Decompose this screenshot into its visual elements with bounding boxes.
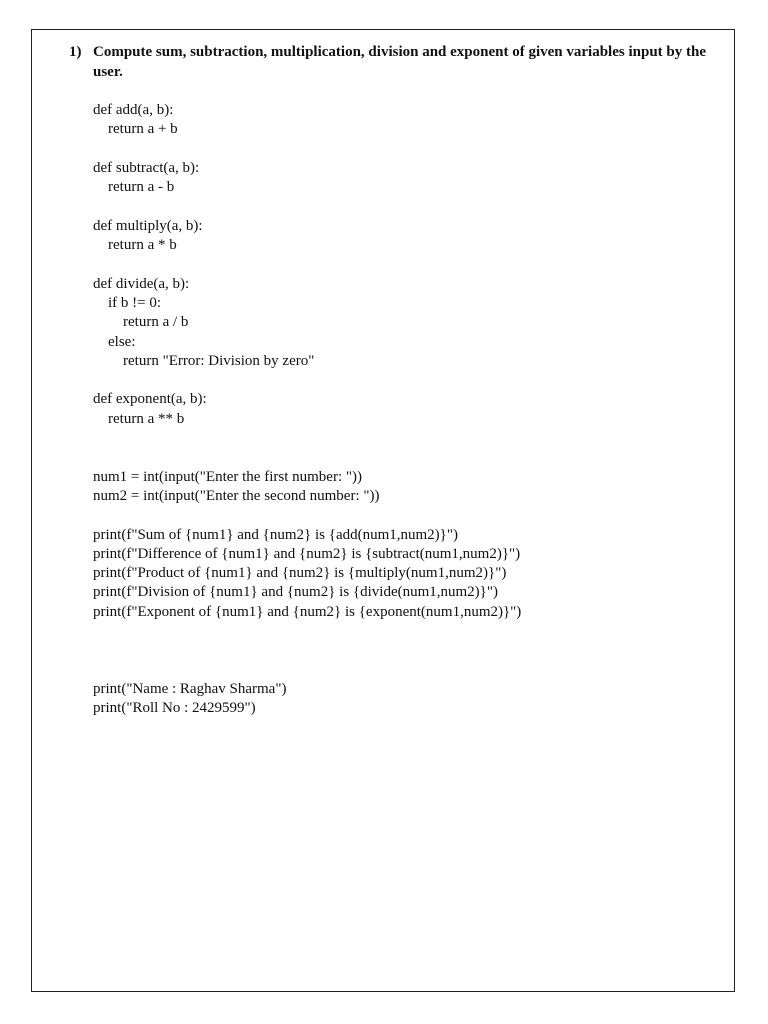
code-line: def multiply(a, b): [93,217,203,234]
code-line: print("Name : Raghav Sharma") [93,680,287,697]
code-line: return a ** b [93,410,185,427]
code-line: else: [93,333,136,350]
code-line [93,429,521,448]
question-text: Compute sum, subtraction, multiplication, division and exponent of given variables input by the user. [93,44,707,80]
code-line: return a / b [93,314,189,331]
code-line: return "Error: Division by zero" [93,352,315,369]
code-line [93,506,521,525]
code-line [93,448,521,467]
code-line: print(f"Division of {num1} and {num2} is {divide(num1,num2)}") [93,584,498,601]
code-line: num1 = int(input("Enter the first number: ")) [93,468,362,485]
code-line [93,661,521,680]
code-line: def divide(a, b): [93,275,190,292]
code-line: def subtract(a, b): [93,159,200,176]
code-line [93,255,521,274]
code-line [93,197,521,216]
code-line: print(f"Exponent of {num1} and {num2} is {exponent(num1,num2)}") [93,603,522,620]
code-line [93,622,521,641]
code-line: print(f"Sum of {num1} and {num2} is {add(num1,num2)}") [93,526,458,543]
code-line: return a - b [93,179,175,196]
code-line: num2 = int(input("Enter the second number: ")) [93,487,380,504]
code-line: return a + b [93,121,178,138]
code-line: def exponent(a, b): [93,391,207,408]
code-line: return a * b [93,237,177,254]
code-line: if b != 0: [93,294,162,311]
question-number: 1) [69,44,82,60]
code-line: print(f"Product of {num1} and {num2} is {multiply(num1,num2)}") [93,565,507,582]
code-line: print(f"Difference of {num1} and {num2} is {subtract(num1,num2)}") [93,545,521,562]
code-line [93,641,521,660]
code-line: print("Roll No : 2429599") [93,700,256,717]
code-line [93,371,521,390]
code-line: def add(a, b): [93,102,174,118]
code-block [93,101,521,719]
code-line [93,140,521,159]
